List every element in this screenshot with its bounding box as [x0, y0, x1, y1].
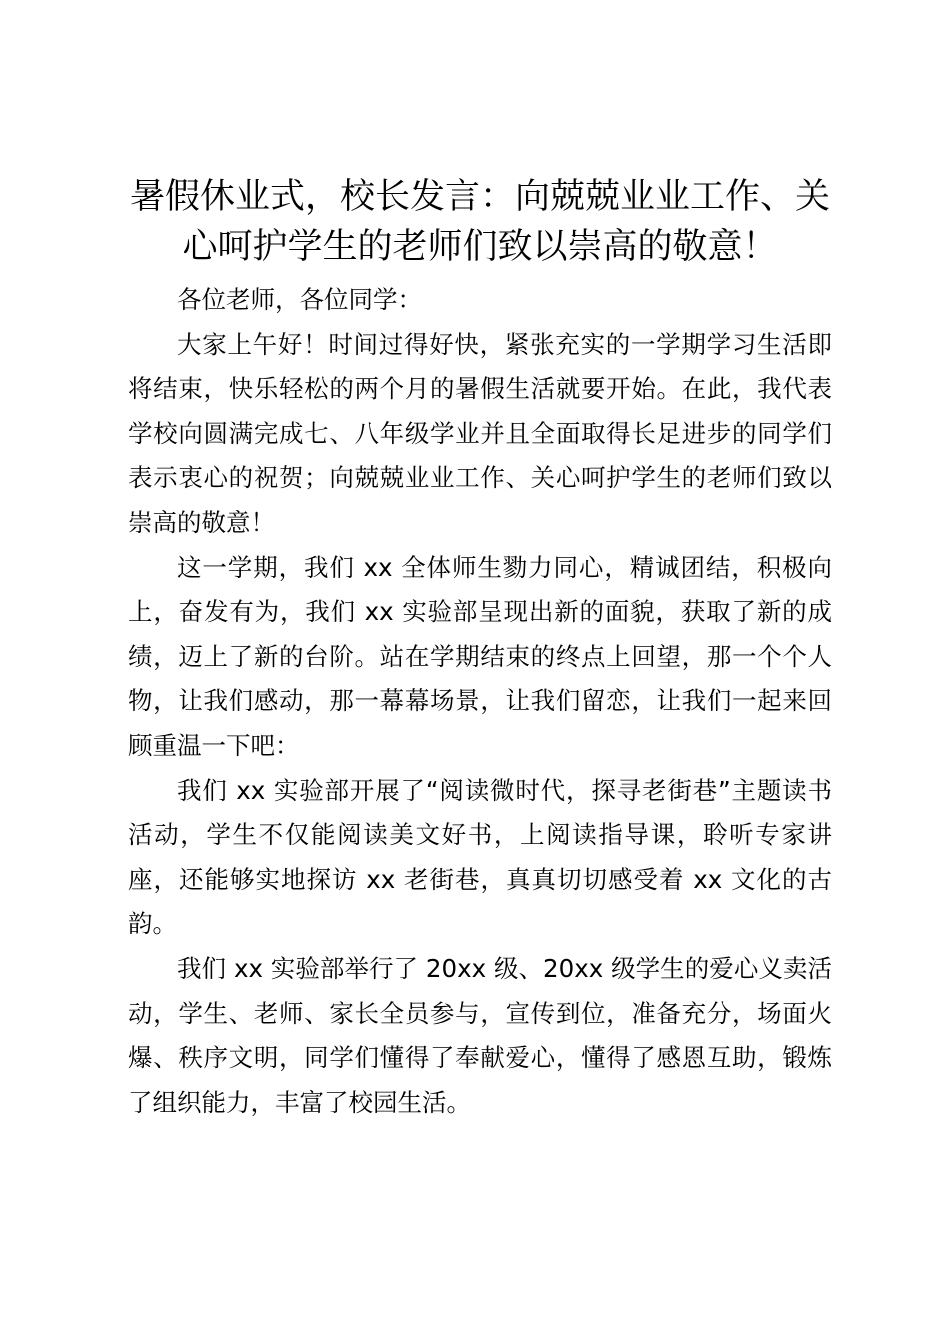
paragraph-1: 大家上午好！时间过得好快，紧张充实的一学期学习生活即将结束，快乐轻松的两个月的暑假生活就要开始。在此，我代表学校向圆满完成七、八年级学业并且全面取得长足进步的同学们表示衷心的祝贺；向兢兢业业工作、关心呵护学生的老师们致以崇高的敬意！: [128, 329, 832, 537]
document-title: 暑假休业式，校长发言：向兢兢业业工作、关心呵护学生的老师们致以崇高的敬意！: [129, 177, 830, 267]
greeting: 各位老师，各位同学：: [177, 285, 422, 314]
document-page: [128, 172, 832, 1125]
paragraph-2: 这一学期，我们 xx 全体师生勠力同心，精诚团结，积极向上，奋发有为，我们 xx 实验部呈现出新的面貌，获取了新的成绩，迈上了新的台阶。站在学期结束的终点上回望，那一个个人物，让我们感动，那一幕幕场景，让我们留恋，让我们一起来回顾重温一下吧：: [128, 552, 832, 760]
paragraph-3: 我们 xx 实验部开展了“阅读微时代，探寻老街巷”主题读书活动，学生不仅能阅读美文好书，上阅读指导课，聆听专家讲座，还能够实地探访 xx 老街巷，真真切切感受着 xx 文化的古韵。: [128, 775, 832, 939]
paragraph-4: 我们 xx 实验部举行了 20xx 级、20xx 级学生的爱心义卖活动，学生、老师、家长全员参与，宣传到位，准备充分，场面火爆、秩序文明，同学们懂得了奉献爱心，懂得了感恩互助，锻炼了组织能力，丰富了校园生活。: [128, 953, 832, 1117]
